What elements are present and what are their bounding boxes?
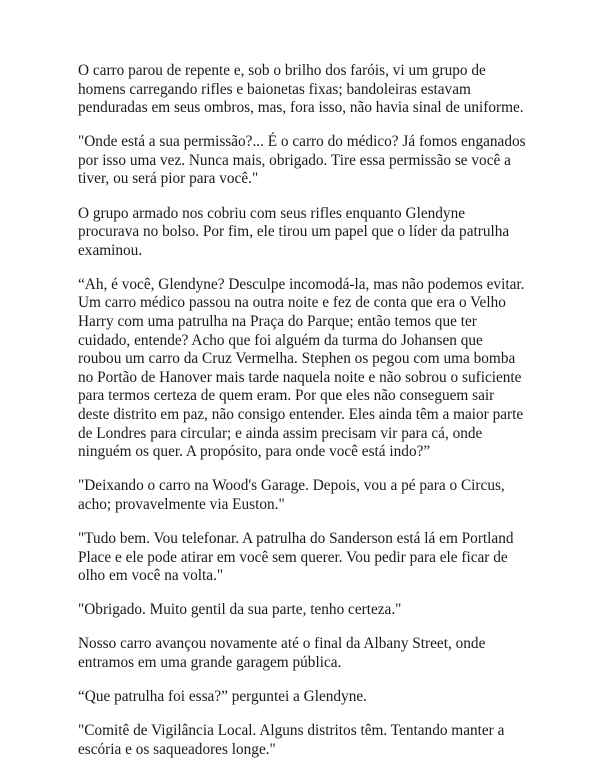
document-body [78,62,528,775]
paragraph-6: "Tudo bem. Vou telefonar. A patrulha do Sanderson está lá em Portland Place e ele pode atirar em você sem querer. Vou pedir para ele ficar de olho em você na volta." [78,529,514,585]
paragraph-3: O grupo armado nos cobriu com seus rifles enquanto Glendyne procurava no bolso. Por fim, ele tirou um papel que o líder da patrulha examinou. [78,204,510,259]
paragraph-9: “Que patrulha foi essa?” perguntei a Glendyne. [78,688,367,706]
paragraph-10: "Comitê de Vigilância Local. Alguns distritos têm. Tentando manter a escória e os saqueadores longe." [78,722,505,758]
paragraph-1: O carro parou de repente e, sob o brilho dos faróis, vi um grupo de homens carregando rifles e baionetas fixas; bandoleiras estavam penduradas em seus ombros, mas, fora isso, não havia sinal de uniforme. [78,62,524,117]
paragraph-5: "Deixando o carro na Wood's Garage. Depois, vou a pé para o Circus, acho; provavelmente via Euston." [78,477,505,513]
paragraph-4: “Ah, é você, Glendyne? Desculpe incomodá-la, mas não podemos evitar. Um carro médico passou na outra noite e fez de conta que era o Velho Harry com uma patrulha na Praça do Parque; então temos que ter cuidado, entende? Acho que foi alguém da turma do Johansen que roubou um carro da Cruz Vermelha. Stephen os pegou com uma bomba no Portão de Hanover mais tarde naquela noite e não sobrou o suficiente para termos certeza de quem eram. Por que eles não conseguem sair deste distrito em paz, não consigo entender. Eles ainda têm a maior parte de Londres para circular; e ainda assim precisam vir para cá, onde ninguém os quer. A propósito, para onde você está indo?” [78,275,525,461]
paragraph-7: "Obrigado. Muito gentil da sua parte, tenho certeza." [78,601,402,619]
paragraph-8: Nosso carro avançou novamente até o final da Albany Street, onde entramos em uma grande garagem pública. [78,635,486,671]
paragraph-2: "Onde está a sua permissão?... É o carro do médico? Já fomos enganados por isso uma vez. Nunca mais, obrigado. Tire essa permissão se você a tiver, ou será pior para você." [78,133,526,188]
